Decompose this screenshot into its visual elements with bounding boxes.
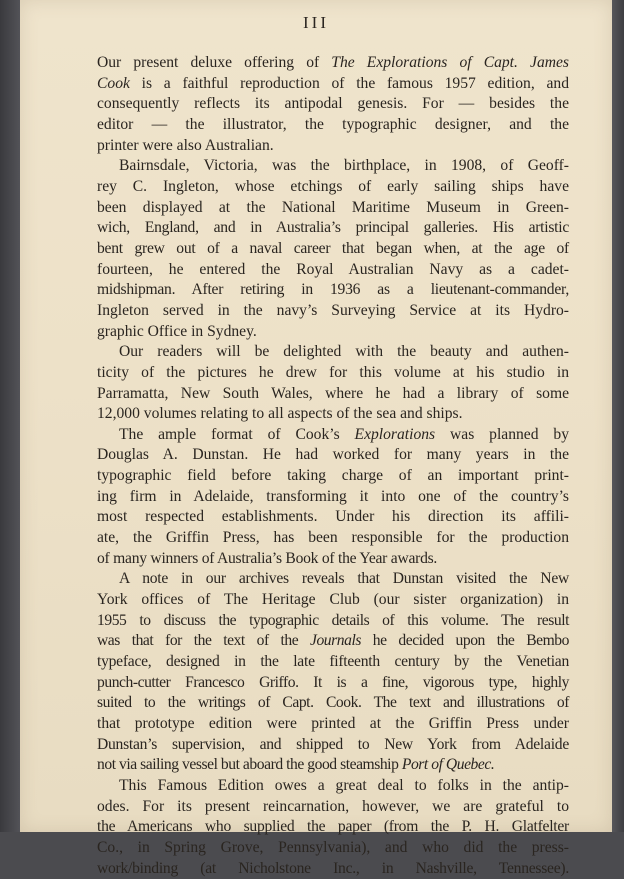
text-span: midshipman. After retiring in 1936 as a lieutenant-commander, <box>97 281 569 299</box>
text-span: was planned by <box>435 425 569 443</box>
italic-text: Port of Quebec. <box>401 756 495 774</box>
text-span: Our readers will be delighted with the beauty and authen- <box>119 343 569 361</box>
background-right <box>610 0 624 832</box>
text-span: of many winners of Australia’s Book of the Year awards. <box>97 549 438 567</box>
text-line <box>97 528 569 549</box>
paragraph <box>97 156 569 342</box>
text-span: Co., in Spring Grove, Pennsylvania), and who did the press- <box>97 838 569 856</box>
text-span: This Famous Edition owes a great deal to folks in the antip- <box>119 776 569 794</box>
background-left <box>0 0 22 832</box>
text-line <box>97 218 569 239</box>
text-line <box>97 445 569 466</box>
text-line <box>97 177 569 198</box>
text-line <box>97 115 569 136</box>
text-line <box>97 755 569 776</box>
text-span: printer were also Australian. <box>97 136 274 154</box>
text-line <box>97 735 569 756</box>
text-line <box>97 487 569 508</box>
text-span: typeface, designed in the late fifteenth century by the Venetian <box>97 653 569 671</box>
text-line <box>97 797 569 818</box>
text-span: Bairnsdale, Victoria, was the birthplace, in 1908, of Geoff- <box>119 157 569 175</box>
page-number: III <box>303 13 329 32</box>
text-line <box>97 425 569 446</box>
text-span: most respected establishments. Under his direction its affili- <box>97 508 569 526</box>
italic-text: Cook <box>97 74 130 92</box>
paragraph <box>97 53 569 156</box>
text-line <box>97 859 569 879</box>
text-line <box>97 53 569 74</box>
text-span: been displayed at the National Maritime Museum in Green- <box>97 198 569 216</box>
text-span: fourteen, he entered the Royal Australian Navy as a cadet- <box>97 260 569 278</box>
text-line <box>97 466 569 487</box>
text-line <box>97 611 569 632</box>
text-span: rey C. Ingleton, whose etchings of early sailing ships have <box>97 177 569 195</box>
text-line <box>97 817 569 838</box>
text-line <box>97 260 569 281</box>
text-span: York offices of The Heritage Club (our sister organization) in <box>97 591 569 609</box>
text-line <box>97 673 569 694</box>
paragraph <box>97 425 569 570</box>
text-line <box>97 74 569 95</box>
text-line <box>97 652 569 673</box>
text-line <box>97 136 569 157</box>
text-span: A note in our archives reveals that Dunstan visited the New <box>119 570 569 588</box>
text-span: is a faithful reproduction of the famous 1957 edition, and <box>129 74 569 92</box>
text-span: 12,000 volumes relating to all aspects of the sea and ships. <box>97 405 463 423</box>
text-span: 1955 to discuss the typographic details of this volume. The result <box>97 611 569 629</box>
text-line <box>97 569 569 590</box>
text-span: wich, England, and in Australia’s principal galleries. His artistic <box>97 219 569 237</box>
paragraph <box>97 569 569 776</box>
text-line <box>97 549 569 570</box>
italic-text: The Explorations of Capt. James <box>331 54 569 71</box>
text-span: ate, the Griffin Press, has been responsible for the production <box>97 529 569 547</box>
text-line <box>97 776 569 797</box>
text-span: consequently reflects its antipodal genesis. For — besides the <box>97 95 569 113</box>
text-line <box>97 404 569 425</box>
text-line <box>97 384 569 405</box>
text-span: ing firm in Adelaide, transforming it into one of the country’s <box>97 487 569 505</box>
text-span: Parramatta, New South Wales, where he had a library of some <box>97 384 569 402</box>
text-span: he decided upon the Bembo <box>360 632 570 650</box>
paragraph <box>97 342 569 425</box>
text-span: not via sailing vessel but aboard the good steamship <box>97 756 402 774</box>
text-span: odes. For its present reincarnation, however, we are grateful to <box>97 797 569 815</box>
text-line <box>97 363 569 384</box>
text-line <box>97 714 569 735</box>
text-span: Our present deluxe offering of <box>97 54 332 71</box>
text-span: Douglas A. Dunstan. He had worked for many years in the <box>97 446 569 464</box>
text-line <box>97 838 569 859</box>
text-span: the Americans who supplied the paper (from the P. H. Glatfelter <box>97 818 569 836</box>
text-span: was that for the text of the <box>97 632 310 650</box>
text-line <box>97 507 569 528</box>
text-line <box>97 198 569 219</box>
text-span: punch-cutter Francesco Griffo. It is a fine, vigorous type, highly <box>97 673 569 691</box>
text-line <box>97 239 569 260</box>
text-span: The ample format of Cook’s <box>119 425 355 443</box>
paragraph <box>97 776 569 879</box>
text-span: typographic field before taking charge of an important print- <box>97 467 569 485</box>
text-line <box>97 631 569 652</box>
text-line <box>97 94 569 115</box>
text-line <box>97 342 569 363</box>
text-line <box>97 590 569 611</box>
italic-text: Journals <box>309 632 361 650</box>
text-line <box>97 156 569 177</box>
text-span: ticity of the pictures he drew for this volume at his studio in <box>97 363 569 381</box>
text-span: graphic Office in Sydney. <box>97 322 257 340</box>
text-span: Ingleton served in the navy’s Surveying Service at its Hydro- <box>97 301 569 319</box>
text-line <box>97 322 569 343</box>
text-span: suited to the writings of Capt. Cook. The text and illustrations of <box>97 694 569 712</box>
text-span: that prototype edition were printed at the Griffin Press under <box>97 715 569 732</box>
text-line <box>97 693 569 714</box>
text-line <box>97 301 569 322</box>
text-span: work/binding (at Nicholstone Inc., in Nashville, Tennessee). <box>97 859 569 877</box>
text-line <box>97 280 569 301</box>
text-span: Dunstan’s supervision, and shipped to New York from Adelaide <box>97 735 569 753</box>
book-page <box>20 0 612 877</box>
text-span: bent grew out of a naval career that began when, at the age of <box>97 239 569 257</box>
italic-text: Explorations <box>354 425 436 443</box>
text-span: editor — the illustrator, the typographic designer, and the <box>97 115 569 133</box>
body-text <box>97 53 569 879</box>
